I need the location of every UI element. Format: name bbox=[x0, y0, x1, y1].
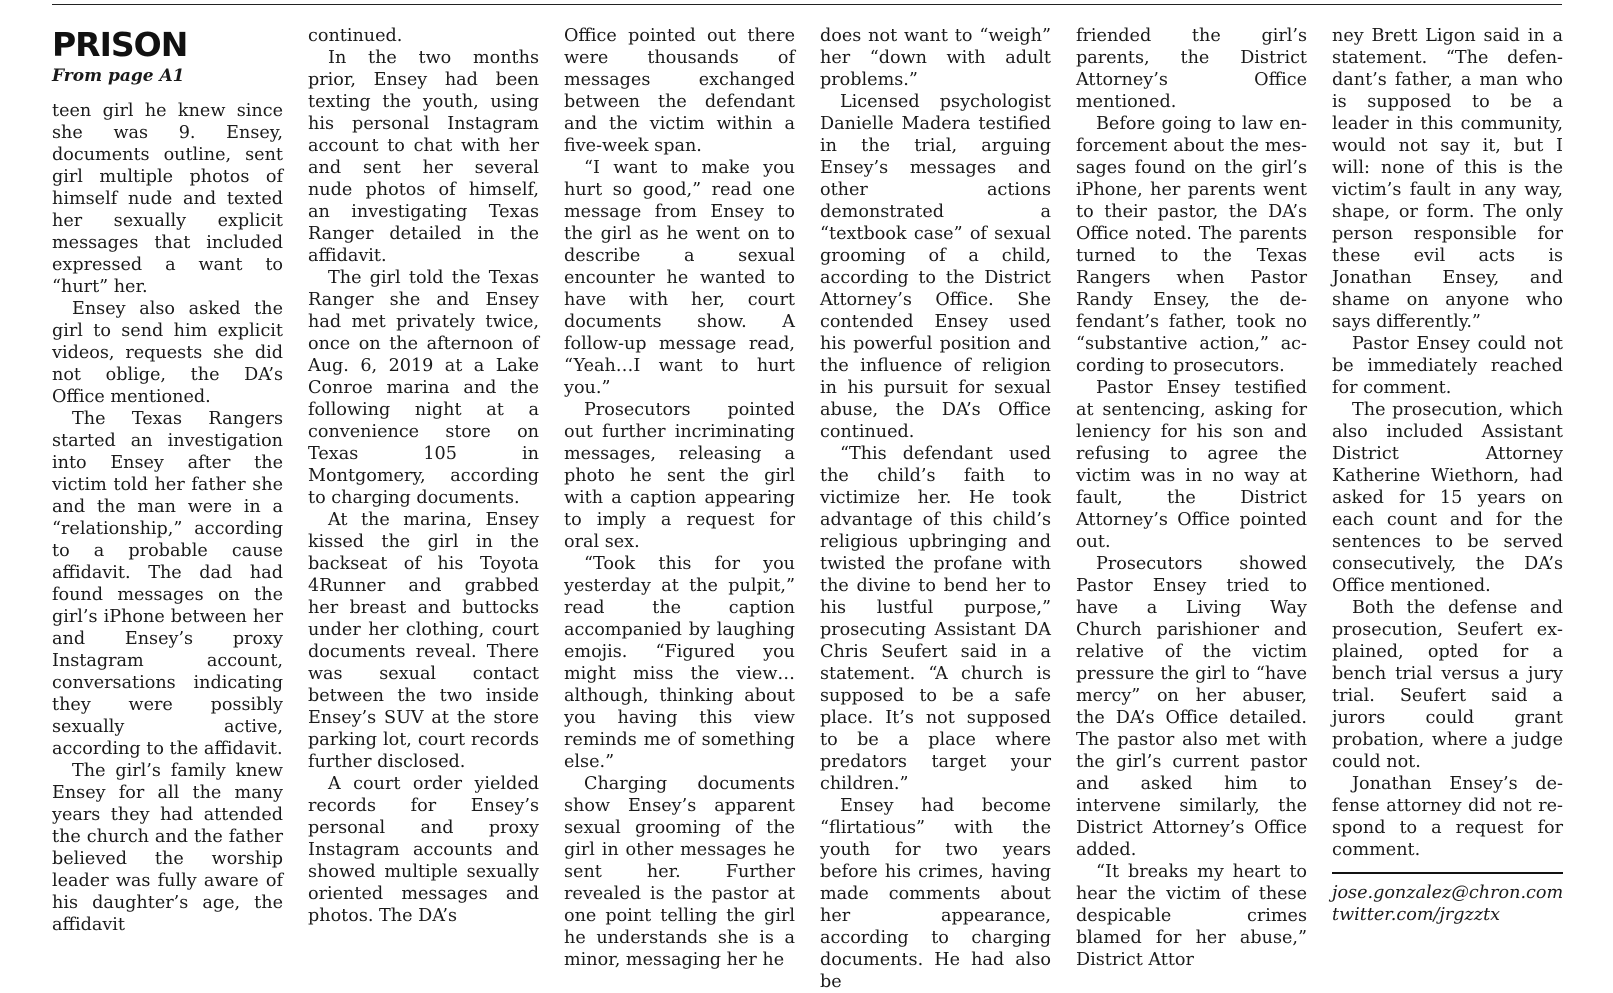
article-paragraph: The girl told the Texas Ranger she and Ensey had met privately twice, once on the afternoon of Aug. 6, 2019 at a Lake Conroe marina and the following night at a convenience store on Texas 105 in Montgomery, according to charging documents. bbox=[308, 268, 539, 508]
column-6 bbox=[1332, 25, 1563, 926]
article-paragraph: The Texas Rangers started an investigation into Ensey after the victim told her father she and the man were in a “relationship,” according to a probable cause affidavit. The dad had found messages on the girl’s iPhone between her and Ensey’s proxy Instagram account, conversations indicating they were possibly sexually active, according to the affidavit. bbox=[52, 409, 283, 759]
column-2-text bbox=[308, 25, 539, 927]
article-paragraph: The girl’s family knew Ensey for all the many years they had attended the church and the father believed the worship leader was fully aware of his daughter’s age, the affidavit bbox=[52, 761, 283, 935]
article-paragraph: Pastor Ensey could not be immediately reached for comment. bbox=[1332, 334, 1563, 398]
article-paragraph: Charging documents show Ensey’s apparent sexual grooming of the girl in other messages he sent her. Further revealed is the pastor at one point telling the girl he understands she is a minor, messaging her he bbox=[564, 774, 795, 970]
column-4 bbox=[820, 25, 1051, 993]
column-5 bbox=[1076, 25, 1307, 971]
column-5-text bbox=[1076, 25, 1307, 971]
article-paragraph: “I want to make you hurt so good,” read one message from Ensey to the girl as he went on to describe a sexual encounter he wanted to have with her, court documents show. A follow-up message read, “Yeah…I want to hurt you.” bbox=[564, 158, 795, 398]
article-paragraph: Ensey had become “flirtatious” with the youth for two years before his crimes, having made comments about her appearance, according to charging documents. He had also be bbox=[820, 796, 1051, 992]
article-paragraph: Before going to law enforcement about the messages found on the girl’s iPhone, her parents went to their pastor, the DA’s Office noted. The parents turned to the Texas Rangers when Pastor Randy Ensey, the defendant’s father, took no “substantive action,” according to prosecutors. bbox=[1076, 114, 1307, 376]
article-paragraph: friended the girl’s parents, the District Attorney’s Office mentioned. bbox=[1076, 26, 1307, 112]
article-paragraph: Ensey also asked the girl to send him explicit videos, requests she did not oblige, the DA’s Office mentioned. bbox=[52, 299, 283, 407]
article-paragraph: The prosecution, which also included Assistant District Attorney Katherine Wiethorn, had asked for 15 years on each count and for the sentences to be served consecutively, the DA’s Office mentioned. bbox=[1332, 400, 1563, 596]
article-paragraph: Jonathan Ensey’s defense attorney did not respond to a request for comment. bbox=[1332, 774, 1563, 860]
article-paragraph: does not want to “weigh” her “down with adult problems.” bbox=[820, 26, 1051, 90]
article-paragraph: “It breaks my heart to hear the victim of these despicable crimes blamed for her abuse,” District Attor bbox=[1076, 862, 1307, 970]
article-paragraph: Licensed psychologist Danielle Madera testified in the trial, arguing Ensey’s messages and other actions demonstrated a “textbook case” of sexual grooming of a child, according to the District Attorney’s Office. She contended Ensey used his powerful position and the influence of religion in his pursuit for sexual abuse, the DA’s Office continued. bbox=[820, 92, 1051, 442]
kicker-heading: PRISON bbox=[52, 25, 188, 64]
article-paragraph: At the marina, Ensey kissed the girl in the backseat of his Toyota 4Runner and grabbed her breast and buttocks under her clothing, court documents reveal. There was sexual contact between the two inside Ensey’s SUV at the store parking lot, court records further disclosed. bbox=[308, 510, 539, 772]
article-paragraph: teen girl he knew since she was 9. Ensey, documents outline, sent girl multiple photos of himself nude and texted her sexually explicit messages that included expressed a want to “hurt” her. bbox=[52, 101, 283, 297]
byline-email[interactable]: jose.gonzalez@chron.com bbox=[1332, 883, 1564, 903]
top-rule bbox=[52, 4, 1562, 5]
byline-rule bbox=[1332, 872, 1563, 874]
column-1-text bbox=[52, 100, 283, 936]
article-paragraph: Pastor Ensey testified at sentencing, asking for leniency for his son and refusing to agree the victim was in no way at fault, the District Attorney’s Office pointed out. bbox=[1076, 378, 1307, 552]
column-3 bbox=[564, 25, 795, 971]
article-paragraph: Both the defense and prosecution, Seufert explained, opted for a bench trial versus a jury trial. Seufert said a jurors could grant probation, where a judge could not. bbox=[1332, 598, 1563, 772]
article-paragraph: In the two months prior, Ensey had been texting the youth, using his personal Instagram account to chat with her and sent her several nude photos of himself, an investigating Texas Ranger detailed in the affidavit. bbox=[308, 48, 539, 266]
article-paragraph: Prosecutors showed Pastor Ensey tried to have a Living Way Church parishioner and relative of the victim pressure the girl to “have mercy” on her abuser, the DA’s Office detailed. The pastor also met with the girl’s current pastor and asked him to intervene similarly, the District Attorney’s Office added. bbox=[1076, 554, 1307, 860]
article-paragraph: continued. bbox=[308, 26, 403, 46]
column-1 bbox=[52, 25, 283, 936]
article-paragraph: ney Brett Ligon said in a statement. “The defendant’s father, a man who is supposed to be a leader in this community, would not say it, but I will: none of this is the victim’s fault in any way, shape, or form. The only person responsible for these evil acts is Jonathan Ensey, and shame on anyone who says differently.” bbox=[1332, 26, 1563, 332]
byline-twitter[interactable]: twitter.com/jrgzztx bbox=[1332, 905, 1501, 925]
jump-line: From page A1 bbox=[52, 66, 185, 86]
column-2 bbox=[308, 25, 539, 927]
article-paragraph: “Took this for you yesterday at the pulpit,” read the caption accompanied by laughing emojis. “Figured you might miss the view…although, thinking about you having this view reminds me of something else.” bbox=[564, 554, 795, 772]
article-paragraph: Prosecutors pointed out further incriminating messages, releasing a photo he sent the girl with a caption appearing to imply a request for oral sex. bbox=[564, 400, 795, 552]
article-paragraph: A court order yielded records for Ensey’s personal and proxy Instagram accounts and showed multiple sexually oriented messages and photos. The DA’s bbox=[308, 774, 539, 926]
column-4-text bbox=[820, 25, 1051, 993]
article-paragraph: “This defendant used the child’s faith to victimize her. He took advantage of this child’s religious upbringing and twisted the profane with the divine to bend her to his lustful purpose,” prosecuting Assistant DA Chris Seufert said in a statement. “A church is supposed to be a safe place. It’s not supposed to be a place where predators target your children.” bbox=[820, 444, 1051, 794]
article-paragraph: Office pointed out there were thousands of messages exchanged between the defendant and the victim within a five-week span. bbox=[564, 26, 795, 156]
column-3-text bbox=[564, 25, 795, 971]
column-6-text bbox=[1332, 25, 1563, 861]
